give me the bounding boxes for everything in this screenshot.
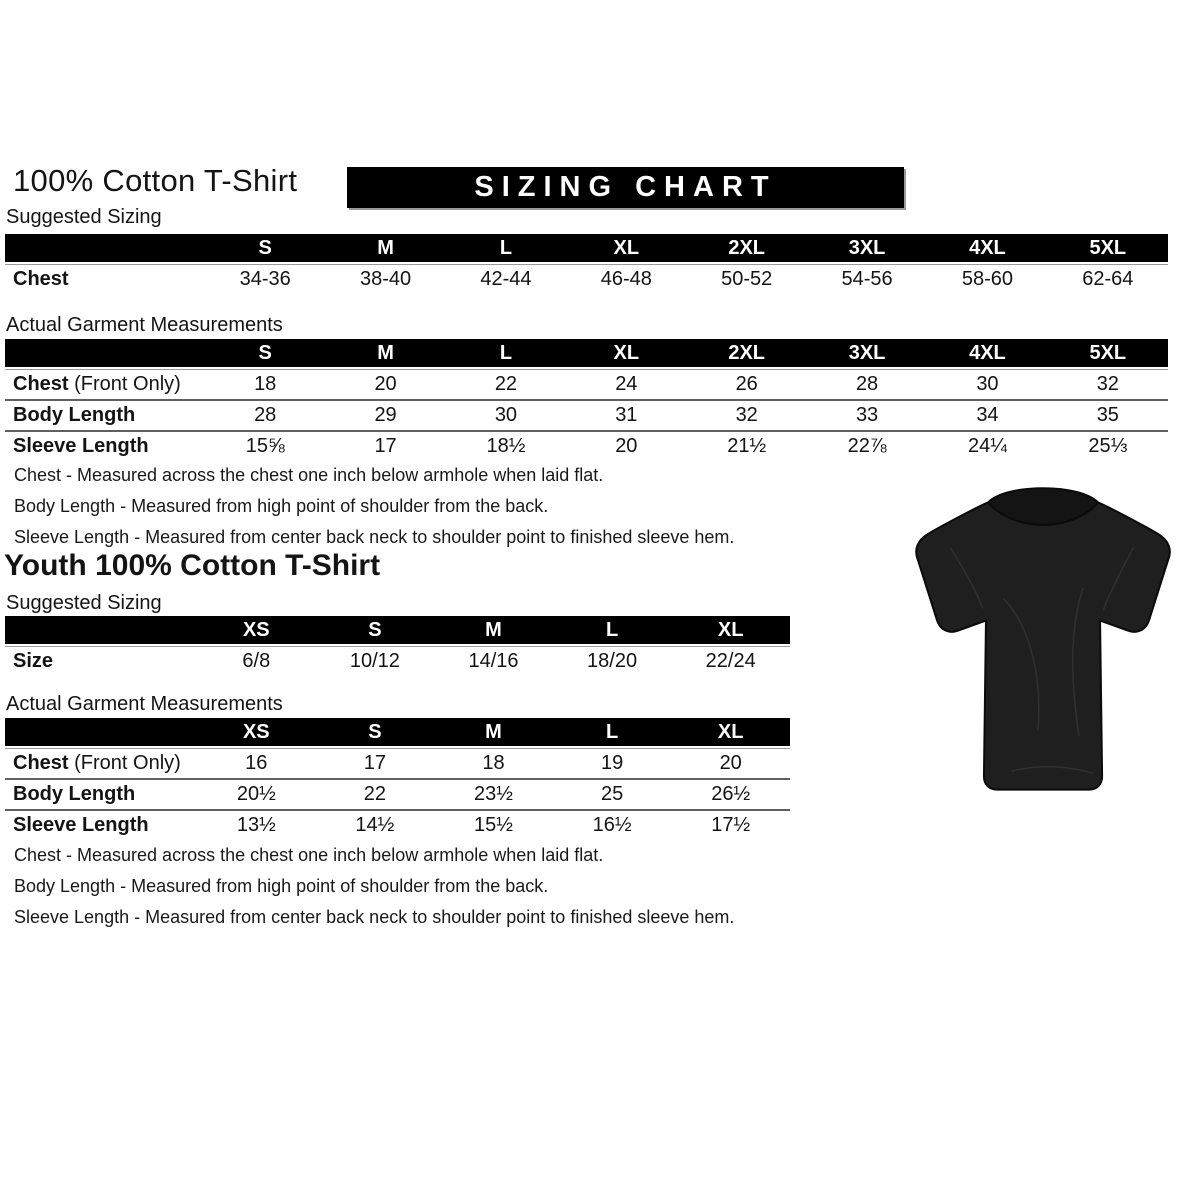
table-row bbox=[5, 399, 1168, 430]
measurement-value-cell: 50-52 bbox=[687, 264, 807, 294]
note-line: Body Length - Measured from high point of shoulder from the back. bbox=[14, 876, 549, 896]
adult-actual-measurements-label: Actual Garment Measurements bbox=[6, 314, 283, 336]
row-label-cell bbox=[5, 369, 205, 399]
measurement-value-cell: 58-60 bbox=[927, 264, 1047, 294]
size-column-header: XL bbox=[566, 234, 686, 264]
size-column-header: M bbox=[434, 616, 553, 646]
note-line: Body Length - Measured from high point of shoulder from the back. bbox=[14, 496, 549, 516]
measurement-value-cell: 30 bbox=[927, 369, 1047, 399]
measurement-value-cell: 29 bbox=[325, 399, 445, 430]
sizing-chart-banner bbox=[347, 167, 904, 208]
header-spacer-cell bbox=[5, 616, 197, 646]
adult-actual-measurements-table bbox=[5, 339, 1168, 461]
measurement-value-cell: 62-64 bbox=[1048, 264, 1168, 294]
measurement-value-cell: 22 bbox=[446, 369, 566, 399]
measurement-value-cell: 19 bbox=[553, 748, 672, 778]
youth-suggested-sizing-table bbox=[5, 616, 790, 676]
youth-suggested-sizing-label: Suggested Sizing bbox=[6, 592, 162, 614]
youth-measurement-notes bbox=[14, 840, 734, 933]
measurement-value-cell: 54-56 bbox=[807, 264, 927, 294]
youth-actual-measurements-label: Actual Garment Measurements bbox=[6, 693, 283, 715]
measurement-value-cell: 25 bbox=[553, 778, 672, 809]
adult-suggested-sizing-label: Suggested Sizing bbox=[6, 206, 162, 228]
measurement-value-cell: 20 bbox=[566, 430, 686, 461]
measurement-value-cell: 15½ bbox=[434, 809, 553, 840]
row-label: Sleeve Length bbox=[13, 434, 149, 457]
measurement-value-cell: 17½ bbox=[671, 809, 790, 840]
measurement-value-cell: 18½ bbox=[446, 430, 566, 461]
measurement-value-cell: 14/16 bbox=[434, 646, 553, 676]
measurement-value-cell: 13½ bbox=[197, 809, 316, 840]
size-header-row bbox=[5, 234, 1168, 264]
measurement-value-cell: 33 bbox=[807, 399, 927, 430]
table-row bbox=[5, 369, 1168, 399]
size-column-header: 2XL bbox=[687, 339, 807, 369]
size-column-header: 5XL bbox=[1048, 234, 1168, 264]
row-label: Sleeve Length bbox=[13, 813, 149, 836]
measurement-value-cell: 15⅝ bbox=[205, 430, 325, 461]
size-column-header: 4XL bbox=[927, 234, 1047, 264]
size-header-row bbox=[5, 718, 790, 748]
measurement-value-cell: 22⅞ bbox=[807, 430, 927, 461]
note-line: Sleeve Length - Measured from center back neck to shoulder point to finished sleeve hem. bbox=[14, 527, 735, 547]
size-column-header: L bbox=[553, 616, 672, 646]
measurement-value-cell: 18/20 bbox=[553, 646, 672, 676]
table-row bbox=[5, 778, 790, 809]
measurement-value-cell: 28 bbox=[807, 369, 927, 399]
row-label: Chest bbox=[13, 267, 69, 290]
measurement-value-cell: 30 bbox=[446, 399, 566, 430]
sizing-chart-banner-label: SIZING CHART bbox=[474, 171, 777, 203]
row-label-cell bbox=[5, 264, 205, 294]
size-column-header: S bbox=[205, 234, 325, 264]
measurement-value-cell: 16½ bbox=[553, 809, 672, 840]
measurement-value-cell: 24 bbox=[566, 369, 686, 399]
measurement-value-cell: 10/12 bbox=[316, 646, 435, 676]
row-label-suffix: (Front Only) bbox=[68, 751, 181, 774]
size-column-header: XS bbox=[197, 616, 316, 646]
note-line: Chest - Measured across the chest one inch below armhole when laid flat. bbox=[14, 465, 604, 485]
measurement-value-cell: 18 bbox=[434, 748, 553, 778]
size-column-header: XL bbox=[671, 718, 790, 748]
size-column-header: L bbox=[446, 234, 566, 264]
adult-suggested-sizing-table bbox=[5, 234, 1168, 294]
table-row bbox=[5, 809, 790, 840]
youth-actual-measurements-table bbox=[5, 718, 790, 840]
row-label-cell bbox=[5, 399, 205, 430]
size-column-header: 2XL bbox=[687, 234, 807, 264]
size-column-header: M bbox=[325, 234, 445, 264]
youth-page-title: Youth 100% Cotton T-Shirt bbox=[4, 549, 381, 582]
row-label: Chest bbox=[13, 372, 69, 395]
measurement-value-cell: 46-48 bbox=[566, 264, 686, 294]
measurement-value-cell: 22 bbox=[316, 778, 435, 809]
size-column-header: L bbox=[446, 339, 566, 369]
row-label: Body Length bbox=[13, 403, 136, 426]
size-column-header: S bbox=[316, 616, 435, 646]
size-column-header: 3XL bbox=[807, 234, 927, 264]
measurement-value-cell: 26 bbox=[687, 369, 807, 399]
size-column-header: S bbox=[316, 718, 435, 748]
measurement-value-cell: 22/24 bbox=[671, 646, 790, 676]
measurement-value-cell: 21½ bbox=[687, 430, 807, 461]
table-row bbox=[5, 264, 1168, 294]
adult-measurement-notes bbox=[14, 460, 734, 553]
measurement-value-cell: 16 bbox=[197, 748, 316, 778]
note-line: Chest - Measured across the chest one inch below armhole when laid flat. bbox=[14, 845, 604, 865]
measurement-value-cell: 34-36 bbox=[205, 264, 325, 294]
measurement-value-cell: 18 bbox=[205, 369, 325, 399]
measurement-value-cell: 26½ bbox=[671, 778, 790, 809]
measurement-value-cell: 31 bbox=[566, 399, 686, 430]
table-row bbox=[5, 748, 790, 778]
size-column-header: M bbox=[325, 339, 445, 369]
header-spacer-cell bbox=[5, 339, 205, 369]
header-spacer-cell bbox=[5, 718, 197, 748]
size-column-header: L bbox=[553, 718, 672, 748]
size-column-header: M bbox=[434, 718, 553, 748]
measurement-value-cell: 14½ bbox=[316, 809, 435, 840]
measurement-value-cell: 17 bbox=[316, 748, 435, 778]
measurement-value-cell: 34 bbox=[927, 399, 1047, 430]
measurement-value-cell: 23½ bbox=[434, 778, 553, 809]
measurement-value-cell: 6/8 bbox=[197, 646, 316, 676]
page-title: 100% Cotton T-Shirt bbox=[13, 163, 298, 198]
size-column-header: XS bbox=[197, 718, 316, 748]
row-label: Body Length bbox=[13, 782, 136, 805]
size-column-header: 4XL bbox=[927, 339, 1047, 369]
note-line: Sleeve Length - Measured from center back neck to shoulder point to finished sleeve hem. bbox=[14, 907, 735, 927]
measurement-value-cell: 32 bbox=[687, 399, 807, 430]
row-label-cell bbox=[5, 809, 197, 840]
measurement-value-cell: 20 bbox=[671, 748, 790, 778]
measurement-value-cell: 35 bbox=[1048, 399, 1168, 430]
row-label-cell bbox=[5, 778, 197, 809]
measurement-value-cell: 17 bbox=[325, 430, 445, 461]
row-label-cell bbox=[5, 748, 197, 778]
size-column-header: 3XL bbox=[807, 339, 927, 369]
measurement-value-cell: 38-40 bbox=[325, 264, 445, 294]
row-label-suffix: (Front Only) bbox=[68, 372, 181, 395]
row-label-cell bbox=[5, 646, 197, 676]
size-column-header: S bbox=[205, 339, 325, 369]
row-label-cell bbox=[5, 430, 205, 461]
measurement-value-cell: 20½ bbox=[197, 778, 316, 809]
measurement-value-cell: 42-44 bbox=[446, 264, 566, 294]
measurement-value-cell: 32 bbox=[1048, 369, 1168, 399]
measurement-value-cell: 25⅓ bbox=[1048, 430, 1168, 461]
row-label: Size bbox=[13, 649, 54, 672]
table-row bbox=[5, 646, 790, 676]
header-spacer-cell bbox=[5, 234, 205, 264]
measurement-value-cell: 28 bbox=[205, 399, 325, 430]
measurement-value-cell: 24¼ bbox=[927, 430, 1047, 461]
size-header-row bbox=[5, 339, 1168, 369]
row-label: Chest bbox=[13, 751, 69, 774]
table-row bbox=[5, 430, 1168, 461]
size-column-header: 5XL bbox=[1048, 339, 1168, 369]
black-tshirt-image bbox=[888, 476, 1196, 812]
size-column-header: XL bbox=[671, 616, 790, 646]
measurement-value-cell: 20 bbox=[325, 369, 445, 399]
size-header-row bbox=[5, 616, 790, 646]
size-column-header: XL bbox=[566, 339, 686, 369]
